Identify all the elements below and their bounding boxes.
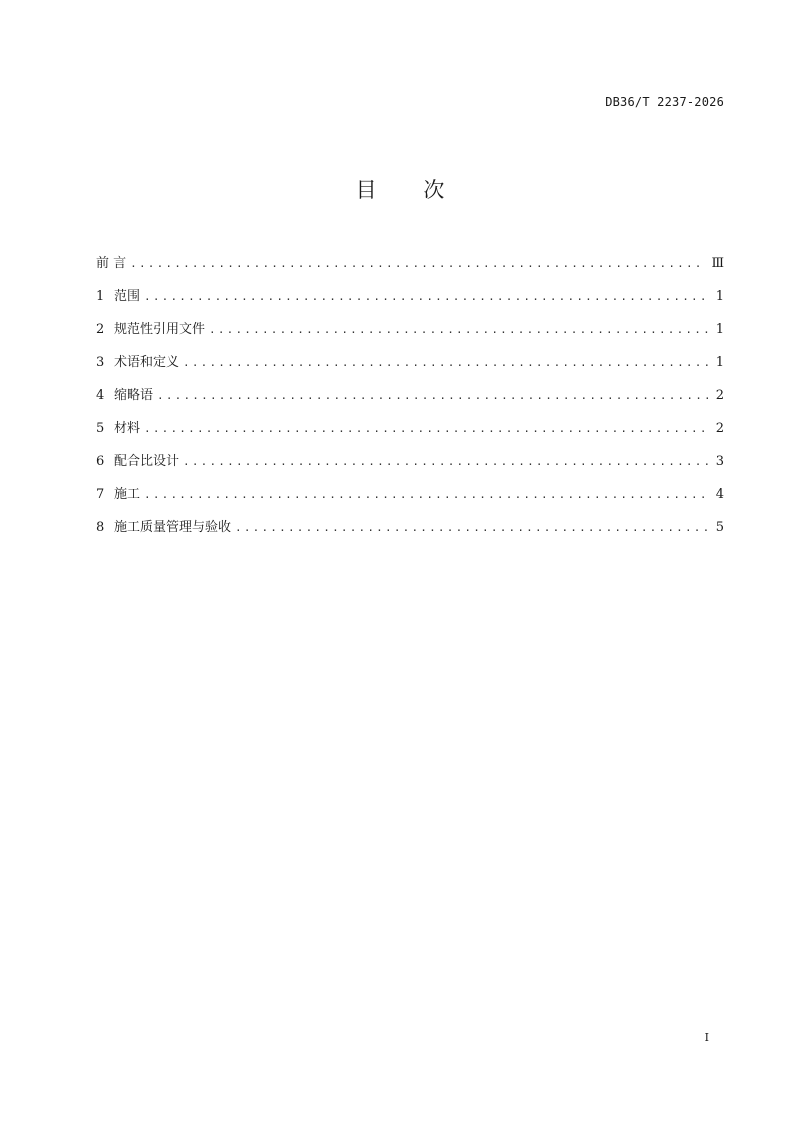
toc-entry-scope[interactable] — [96, 287, 724, 320]
toc-leader-dots — [235, 518, 708, 538]
toc-entry-label: 缩略语 — [114, 388, 154, 403]
toc-entry-page: 1 — [715, 289, 724, 304]
toc-entry-label: 施工 — [114, 487, 141, 502]
toc-list — [96, 254, 724, 551]
toc-leader-dots — [144, 419, 708, 439]
toc-entry-number: 5 — [96, 421, 105, 436]
toc-leader-dots — [144, 287, 708, 307]
toc-leader-dots — [209, 320, 708, 340]
toc-entry-mix-design[interactable] — [96, 452, 724, 485]
toc-entry-number: 3 — [96, 355, 105, 370]
toc-leader-dots — [157, 386, 708, 406]
toc-entry-page: 2 — [715, 388, 724, 403]
toc-entry-number: 7 — [96, 487, 105, 502]
toc-entry-terms-definitions[interactable] — [96, 353, 724, 386]
toc-entry-label: 范围 — [114, 289, 141, 304]
toc-leader-dots — [144, 485, 708, 505]
toc-entry-abbreviations[interactable] — [96, 386, 724, 419]
toc-entry-quality-acceptance[interactable] — [96, 518, 724, 551]
toc-entry-page: 4 — [715, 487, 724, 502]
document-code: DB36/T 2237-2026 — [605, 95, 724, 109]
toc-entry-page: 1 — [715, 355, 724, 370]
toc-entry-label: 前 言 — [96, 256, 127, 271]
toc-entry-number: 2 — [96, 322, 105, 337]
toc-title: 目 次 — [355, 178, 465, 202]
toc-entry-page: 5 — [715, 520, 724, 535]
toc-entry-label: 术语和定义 — [114, 355, 180, 370]
toc-entry-number: 8 — [96, 520, 105, 535]
toc-entry-label: 材料 — [114, 421, 141, 436]
toc-entry-page: 3 — [715, 454, 724, 469]
toc-entry-number: 6 — [96, 454, 105, 469]
toc-entry-page: 2 — [715, 421, 724, 436]
toc-entry-construction[interactable] — [96, 485, 724, 518]
toc-entry-label: 规范性引用文件 — [114, 322, 206, 337]
toc-entry-normative-references[interactable] — [96, 320, 724, 353]
page-number: I — [704, 1031, 709, 1044]
toc-entry-page: Ⅲ — [711, 256, 724, 271]
toc-entry-foreword[interactable] — [96, 254, 724, 287]
toc-entry-label: 施工质量管理与验收 — [114, 520, 232, 535]
toc-leader-dots — [183, 452, 708, 472]
toc-entry-label: 配合比设计 — [114, 454, 180, 469]
toc-leader-dots — [183, 353, 708, 373]
toc-entry-materials[interactable] — [96, 419, 724, 452]
toc-leader-dots — [130, 254, 705, 274]
toc-entry-page: 1 — [715, 322, 724, 337]
toc-entry-number: 1 — [96, 289, 105, 304]
toc-entry-number: 4 — [96, 388, 105, 403]
